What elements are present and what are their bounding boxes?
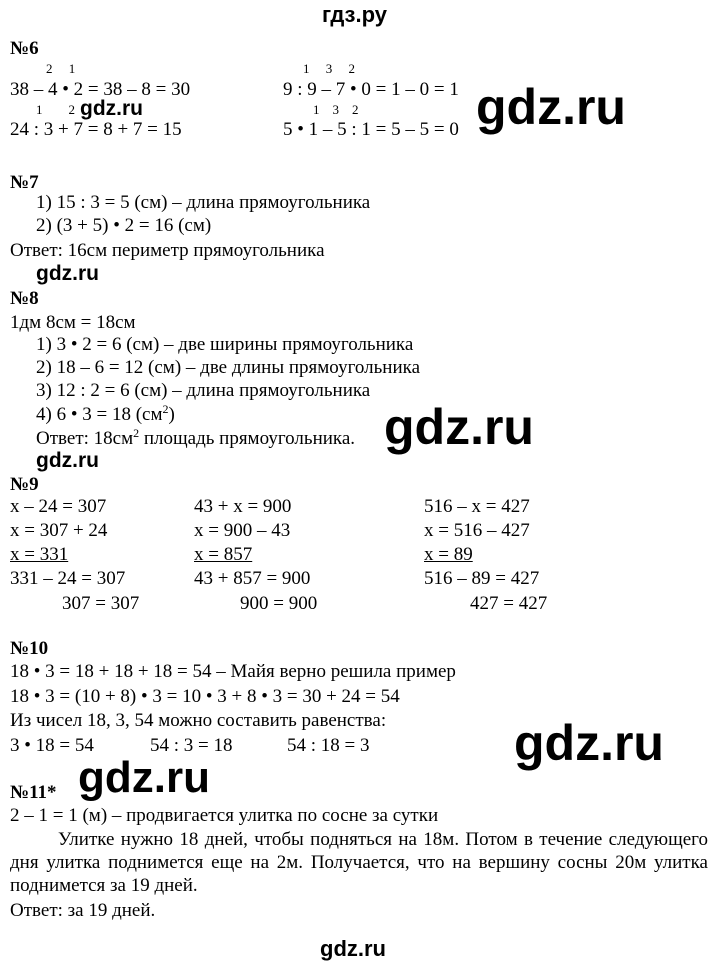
task-8-line-3: 3) 12 : 2 = 6 (см) – длина прямоугольника <box>36 380 371 401</box>
task-6-order-1: 2 1 <box>46 61 76 76</box>
task-8-line-0: 1дм 8см = 18см <box>10 312 136 333</box>
task-9-col2-row1: 43 + x = 900 <box>194 496 292 517</box>
task-7-title: №7 <box>10 172 39 193</box>
watermark-2: gdz.ru <box>80 97 143 120</box>
task-9-col1-row3: x = 331 <box>10 544 69 565</box>
task-6-expr-2: 9 : 9 – 7 • 0 = 1 – 0 = 1 <box>283 79 459 100</box>
task-7-line-1: 1) 15 : 3 = 5 (см) – длина прямоугольника <box>36 192 371 213</box>
task-6-order-4: 1 3 2 <box>313 102 359 117</box>
task-9-title: №9 <box>10 474 39 495</box>
task-9-col1-row1: x – 24 = 307 <box>10 496 107 517</box>
task-10-title: №10 <box>10 638 49 659</box>
task-8-line-4: 4) 6 • 3 = 18 $(см^2)$ <box>36 402 175 425</box>
task-11-answer: Ответ: за 19 дней. <box>10 900 156 921</box>
task-10-eq-1: 3 • 18 = 54 <box>10 735 94 756</box>
watermark-4: gdz.ru <box>384 399 534 455</box>
task-7-answer: Ответ: 16см периметр прямоугольника <box>10 240 325 261</box>
task-10-line-2: 18 • 3 = (10 + 8) • 3 = 10 • 3 + 8 • 3 = 30 + 24 = 54 <box>10 686 400 707</box>
task-9-col1-row4: 331 – 24 = 307 <box>10 568 126 589</box>
task-11-line-1: 2 – 1 = 1 (м) – продвигается улитка по сосне за сутки <box>10 805 439 826</box>
task-6-expr-4: 5 • 1 – 5 : 1 = 5 – 5 = 0 <box>283 119 459 140</box>
task-9-col1-row2: x = 307 + 24 <box>10 520 108 541</box>
page-footer: gdz.ru <box>320 936 386 961</box>
task-9-col1-row5: 307 = 307 <box>62 593 140 614</box>
task-8-title: №8 <box>10 288 39 309</box>
task-8-line-2: 2) 18 – 6 = 12 (см) – две длины прямоугольника <box>36 357 420 378</box>
watermark-3: gdz.ru <box>36 262 99 285</box>
task-10-eq-3: 54 : 18 = 3 <box>287 735 370 756</box>
task-11-paragraph: Улитке нужно 18 дней, чтобы подняться на 18м. Потом в течение следующего дня улитка поднимется еще на 2м. Получается, что на вершину сосны 20м улитка поднимется за 19 дней. <box>10 829 708 896</box>
task-7-line-2: 2) (3 + 5) • 2 = 16 (см) <box>36 215 212 236</box>
task-6-title: №6 <box>10 38 39 59</box>
watermark-5: gdz.ru <box>36 449 99 472</box>
task-9-col2-row5: 900 = 900 <box>240 593 318 614</box>
page-header: гдз.ру <box>322 2 387 27</box>
task-6-order-2: 1 3 2 <box>303 61 355 76</box>
task-6-order-3: 1 2 <box>36 102 75 117</box>
task-9-col2-row2: x = 900 – 43 <box>194 520 291 541</box>
task-6-expr-3: 24 : 3 + 7 = 8 + 7 = 15 <box>10 119 182 140</box>
task-8-answer: Ответ: $18см^2$ площадь прямоугольника. <box>36 426 356 449</box>
task-9-col2-row4: 43 + 857 = 900 <box>194 568 311 589</box>
task-9-col2-row3: x = 857 <box>194 544 253 565</box>
watermark-7: gdz.ru <box>78 753 210 802</box>
task-10-eq-2: 54 : 3 = 18 <box>150 735 233 756</box>
watermark-6: gdz.ru <box>514 715 664 771</box>
task-9-col3-row3: x = 89 <box>424 544 473 565</box>
task-9-col3-row2: x = 516 – 427 <box>424 520 530 541</box>
task-6-expr-1: 38 – 4 • 2 = 38 – 8 = 30 <box>10 79 191 100</box>
task-8-line-1: 1) 3 • 2 = 6 (см) – две ширины прямоугольника <box>36 334 414 355</box>
task-9-col3-row5: 427 = 427 <box>470 593 548 614</box>
task-9-col3-row1: 516 – x = 427 <box>424 496 530 517</box>
task-10-line-3: Из чисел 18, 3, 54 можно составить равенства: <box>10 710 387 731</box>
task-10-line-1: 18 • 3 = 18 + 18 + 18 = 54 – Майя верно решила пример <box>10 661 456 682</box>
task-11-title: №11* <box>10 782 57 803</box>
task-9-col3-row4: 516 – 89 = 427 <box>424 568 540 589</box>
watermark-1: gdz.ru <box>476 79 626 135</box>
